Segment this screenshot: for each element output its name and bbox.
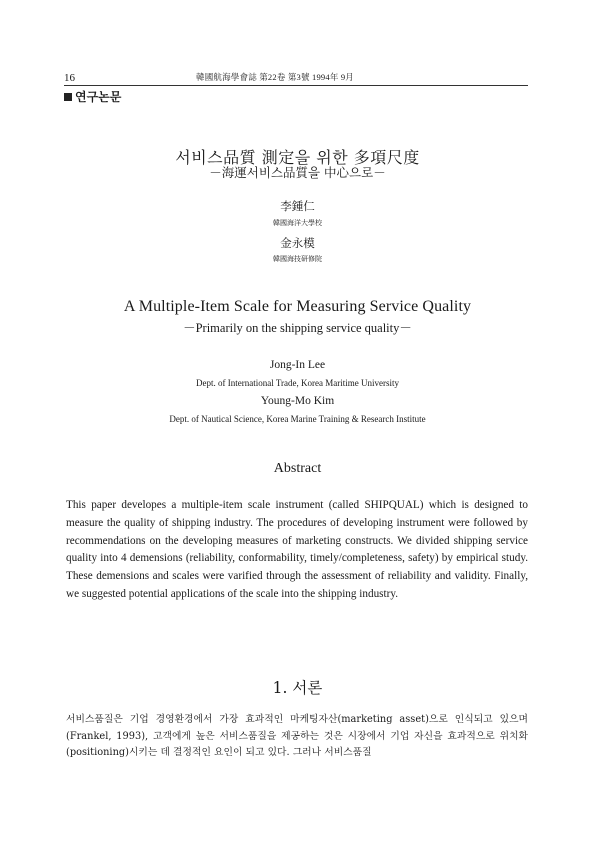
page-number: 16 (64, 72, 75, 84)
author-name-korean: 金永模 (280, 236, 315, 250)
author-affiliation-english: Dept. of International Trade, Korea Maritime University (196, 378, 399, 388)
section-body-text: 서비스품질은 기업 경영환경에서 가장 효과적인 마케팅자산(marketing asset)으로 인식되고 있으며(Frankel, 1993), 고객에게 높은 서비스품질을 제공하는 것은 시장에서 기업 자신을 효과적으로 위치화(positioning)시키는 데 결정적인 요인이 되고 있다. 그러나 서비스품질 (66, 714, 528, 758)
korean-title: 서비스品質 測定을 위한 多項尺度 (175, 148, 420, 167)
english-title: A Multiple-Item Scale for Measuring Service Quality (123, 298, 472, 315)
author-affiliation-korean: 韓國海洋大學校 (273, 219, 322, 227)
square-bullet-icon (64, 93, 72, 101)
author-affiliation-english: Dept. of Nautical Science, Korea Marine Training & Research Institute (169, 414, 426, 424)
english-subtitle: －Primarily on the shipping service quality－ (183, 321, 412, 335)
section-label (64, 88, 121, 105)
author-name-english: Jong-In Lee (269, 359, 326, 371)
section-label-text: 연구논문 (75, 90, 122, 104)
author-name-korean: 李鍾仁 (280, 199, 315, 213)
abstract-body: This paper developes a multiple-item scale instrument (called SHIPQUAL) which is designed to measure the quality of shipping industry. The procedures of developing instrument were followed by recommendations on the developing measures of marketing constructs. We divided shipping service quality into 4 demensions (reliability, conformability, timely/completeness, safety) by empirical study. These demensions and scales were varified through the assessment of reliability and validity. Finally, we suggested potential applications of the scale into the shipping industry. (66, 499, 528, 600)
author-name-english: Young-Mo Kim (260, 395, 335, 407)
journal-header: 韓國航海學會誌 第22卷 第3號 1994年 9月 (196, 72, 355, 82)
abstract-heading: Abstract (273, 461, 322, 476)
korean-subtitle: －海運서비스品質을 中心으로－ (209, 165, 386, 180)
author-affiliation-korean: 韓國海技研修院 (273, 255, 322, 263)
section-heading: 1. 서론 (272, 679, 323, 697)
header-rule (64, 85, 528, 86)
